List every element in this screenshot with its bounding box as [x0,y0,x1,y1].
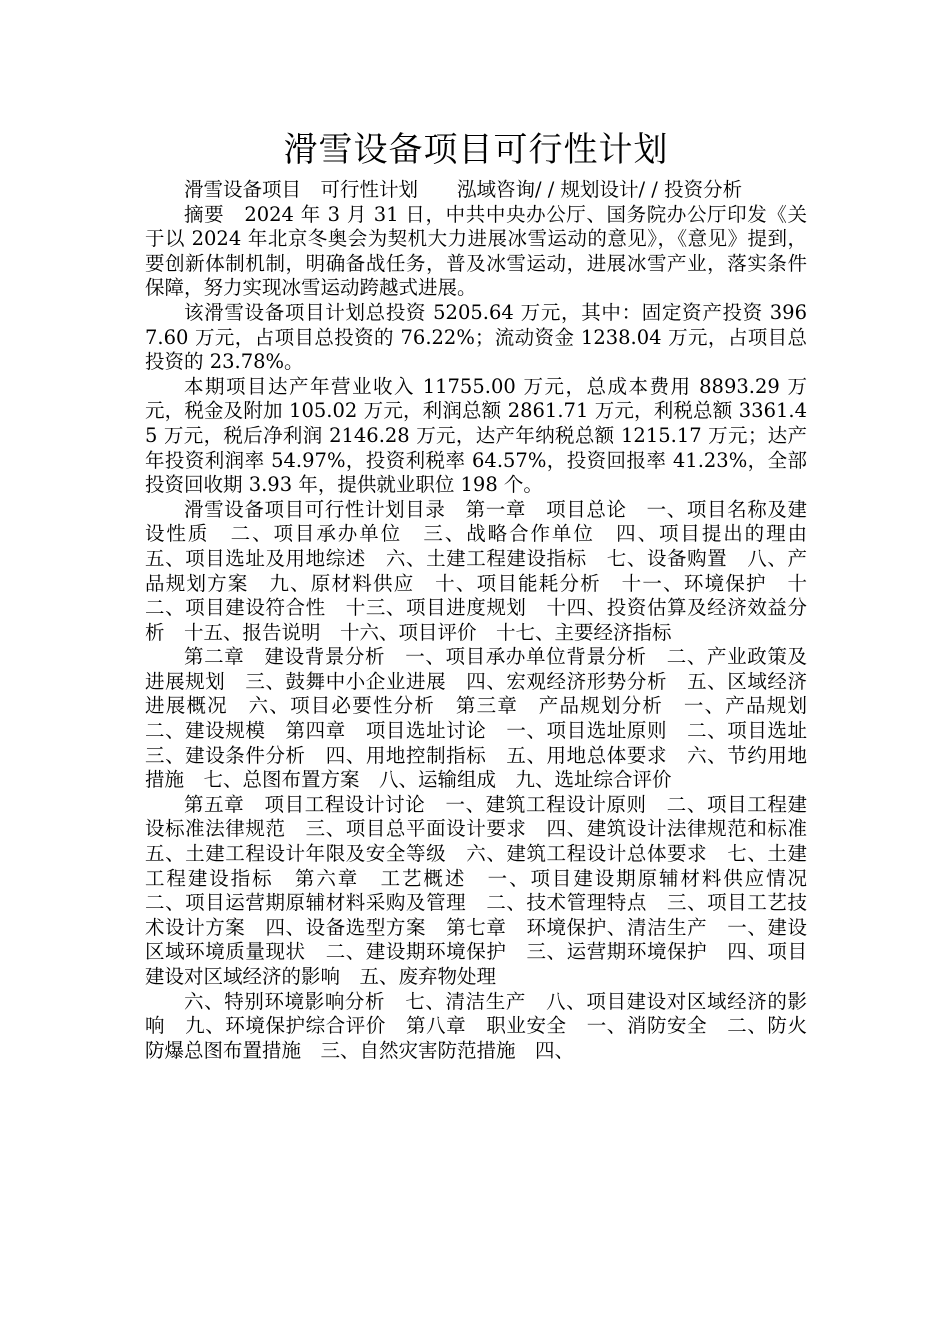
document-page [145,124,827,1063]
abstract-paragraph: 摘要 2024 年 3 月 31 日，中共中央办公厅、国务院办公厅印发《关于以 2024 年北京冬奥会为契机大力进展冰雪运动的意见》，《意见》提到，要创新体制机制，明确备战任务，普及冰雪运动，进展冰雪产业，落实条件保障，努力实现冰雪运动跨越式进展。 [145,202,807,300]
investment-paragraph: 该滑雪设备项目计划总投资 5205.64 万元，其中：固定资产投资 3967.60 万元，占项目总投资的 76.22%；流动资金 1238.04 万元，占项目总投资的 23.78%。 [145,300,807,374]
toc-chapter1-paragraph: 滑雪设备项目可行性计划目录 第一章 项目总论 一、项目名称及建设性质 二、项目承办单位 三、战略合作单位 四、项目提出的理由 五、项目选址及用地综述 六、土建工程建设指标 七、设备购置 八、产品规划方案 九、原材料供应 十、项目能耗分析 十一、环境保护 十二、项目建设符合性 十三、项目进度规划 十四、投资估算及经济效益分析 十五、报告说明 十六、项目评价 十七、主要经济指标 [145,497,827,644]
toc-chapter7-8-paragraph: 六、特别环境影响分析 七、清洁生产 八、项目建设对区域经济的影响 九、环境保护综合评价 第八章 职业安全 一、消防安全 二、防火防爆总图布置措施 三、自然灾害防范措施 四、 [145,989,807,1062]
subtitle-paragraph: 滑雪设备项目 可行性计划 泓域咨询/ / 规划设计/ / 投资分析 [184,178,743,201]
toc-chapter5-7-paragraph: 第五章 项目工程设计讨论 一、建筑工程设计原则 二、项目工程建设标准法律规范 三、项目总平面设计要求 四、建筑设计法律规范和标准 五、土建工程设计年限及安全等级 六、建筑工程设计总体要求 七、土建工程建设指标 第六章 工艺概述 一、项目建设期原辅材料供应情况 二、项目运营期原辅材料采购及管理 二、技术管理特点 三、项目工艺技术设计方案 四、设备选型方案 第七章 环境保护、清洁生产 一、建设区域环境质量现状 二、建设期环境保护 三、运营期环境保护 四、项目建设对区域经济的影响 五、废弃物处理 [145,792,827,988]
document-title: 滑雪设备项目可行性计划 [283,130,669,170]
toc-chapter2-4-paragraph: 第二章 建设背景分析 一、项目承办单位背景分析 二、产业政策及进展规划 三、鼓舞中小企业进展 四、宏观经济形势分析 五、区域经济进展概况 六、项目必要性分析 第三章 产品规划分析 一、产品规划 二、建设规模 第四章 项目选址讨论 一、项目选址原则 二、项目选址 三、建设条件分析 四、用地控制指标 五、用地总体要求 六、节约用地措施 七、总图布置方案 八、运输组成 九、选址综合评价 [145,645,827,792]
revenue-paragraph: 本期项目达产年营业收入 11755.00 万元，总成本费用 8893.29 万元，税金及附加 105.02 万元，利润总额 2861.71 万元，利税总额 3361.45 万元，税后净利润 2146.28 万元，达产年纳税总额 1215.17 万元；达产年投资利润率 54.97%，投资利税率 64.57%，投资回报率 41.23%，全部投资回收期 3.93 年，提供就业职位 198 个。 [145,374,807,497]
